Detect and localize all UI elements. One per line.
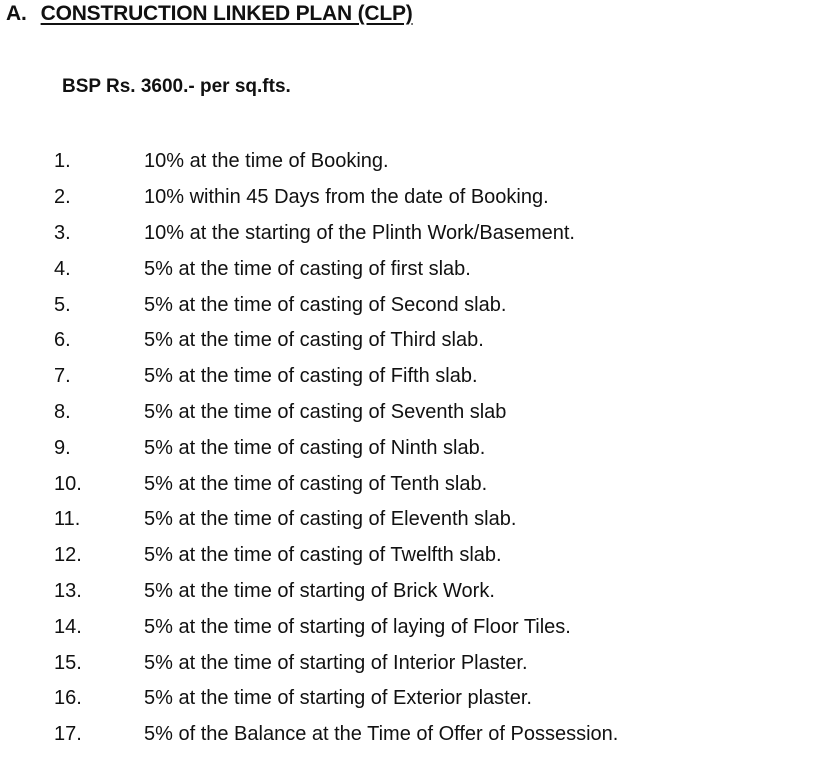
list-item [54, 180, 618, 216]
list-item-number: 11. [54, 508, 81, 531]
list-item [54, 609, 618, 645]
list-item-number: 3. [54, 221, 71, 244]
list-item [54, 323, 618, 359]
list-item-text: 5% at the time of casting of Twelfth slab. [144, 544, 502, 567]
list-item-number: 7. [54, 365, 71, 388]
list-item-text: 5% at the time of casting of Seventh slab [144, 400, 507, 423]
list-item-text: 5% of the Balance at the Time of Offer of Possession. [144, 723, 619, 746]
list-item-number: 12. [54, 544, 82, 567]
list-item [54, 287, 618, 323]
list-item [54, 538, 618, 574]
list-item-number: 1. [54, 150, 71, 173]
list-item-number: 10. [54, 472, 82, 495]
list-item [54, 681, 618, 717]
list-item-number: 8. [54, 400, 71, 423]
list-item-number: 15. [54, 651, 82, 674]
list-item [54, 216, 618, 252]
list-item [54, 717, 618, 753]
section-title: CONSTRUCTION LINKED PLAN (CLP) [40, 2, 413, 25]
list-item-text: 10% at the time of Booking. [144, 150, 389, 173]
list-item [54, 395, 618, 431]
list-item-text: 10% at the starting of the Plinth Work/Basement. [144, 221, 575, 244]
list-item-text: 5% at the time of casting of Tenth slab. [144, 472, 488, 495]
list-item [54, 466, 618, 502]
list-item [54, 574, 618, 610]
list-item-number: 6. [54, 329, 71, 352]
list-item [54, 645, 618, 681]
list-item-number: 2. [54, 186, 71, 209]
section-heading [6, 2, 413, 26]
list-item-number: 9. [54, 436, 71, 459]
list-item-text: 5% at the time of starting of laying of Floor Tiles. [144, 615, 571, 638]
list-item-number: 4. [54, 257, 71, 280]
list-item [54, 359, 618, 395]
payment-plan-list [54, 144, 618, 753]
list-item-text: 5% at the time of casting of Fifth slab. [144, 365, 478, 388]
list-item [54, 144, 618, 180]
list-item-text: 5% at the time of starting of Brick Work. [144, 579, 495, 602]
list-item-text: 5% at the time of casting of Ninth slab. [144, 436, 486, 459]
list-item-number: 16. [54, 687, 82, 710]
list-item [54, 251, 618, 287]
section-prefix: A. [6, 2, 27, 25]
bsp-rate: BSP Rs. 3600.- per sq.fts. [62, 76, 291, 97]
list-item [54, 502, 618, 538]
list-item-number: 5. [54, 293, 71, 316]
list-item [54, 430, 618, 466]
list-item-text: 5% at the time of starting of Exterior plaster. [144, 687, 532, 710]
list-item-number: 14. [54, 615, 82, 638]
list-item-text: 10% within 45 Days from the date of Booking. [144, 186, 549, 209]
list-item-number: 17. [54, 723, 82, 746]
list-item-text: 5% at the time of casting of Second slab. [144, 293, 507, 316]
list-item-number: 13. [54, 579, 82, 602]
list-item-text: 5% at the time of casting of first slab. [144, 257, 471, 280]
list-item-text: 5% at the time of starting of Interior Plaster. [144, 651, 528, 674]
list-item-text: 5% at the time of casting of Eleventh slab. [144, 508, 517, 531]
list-item-text: 5% at the time of casting of Third slab. [144, 329, 484, 352]
